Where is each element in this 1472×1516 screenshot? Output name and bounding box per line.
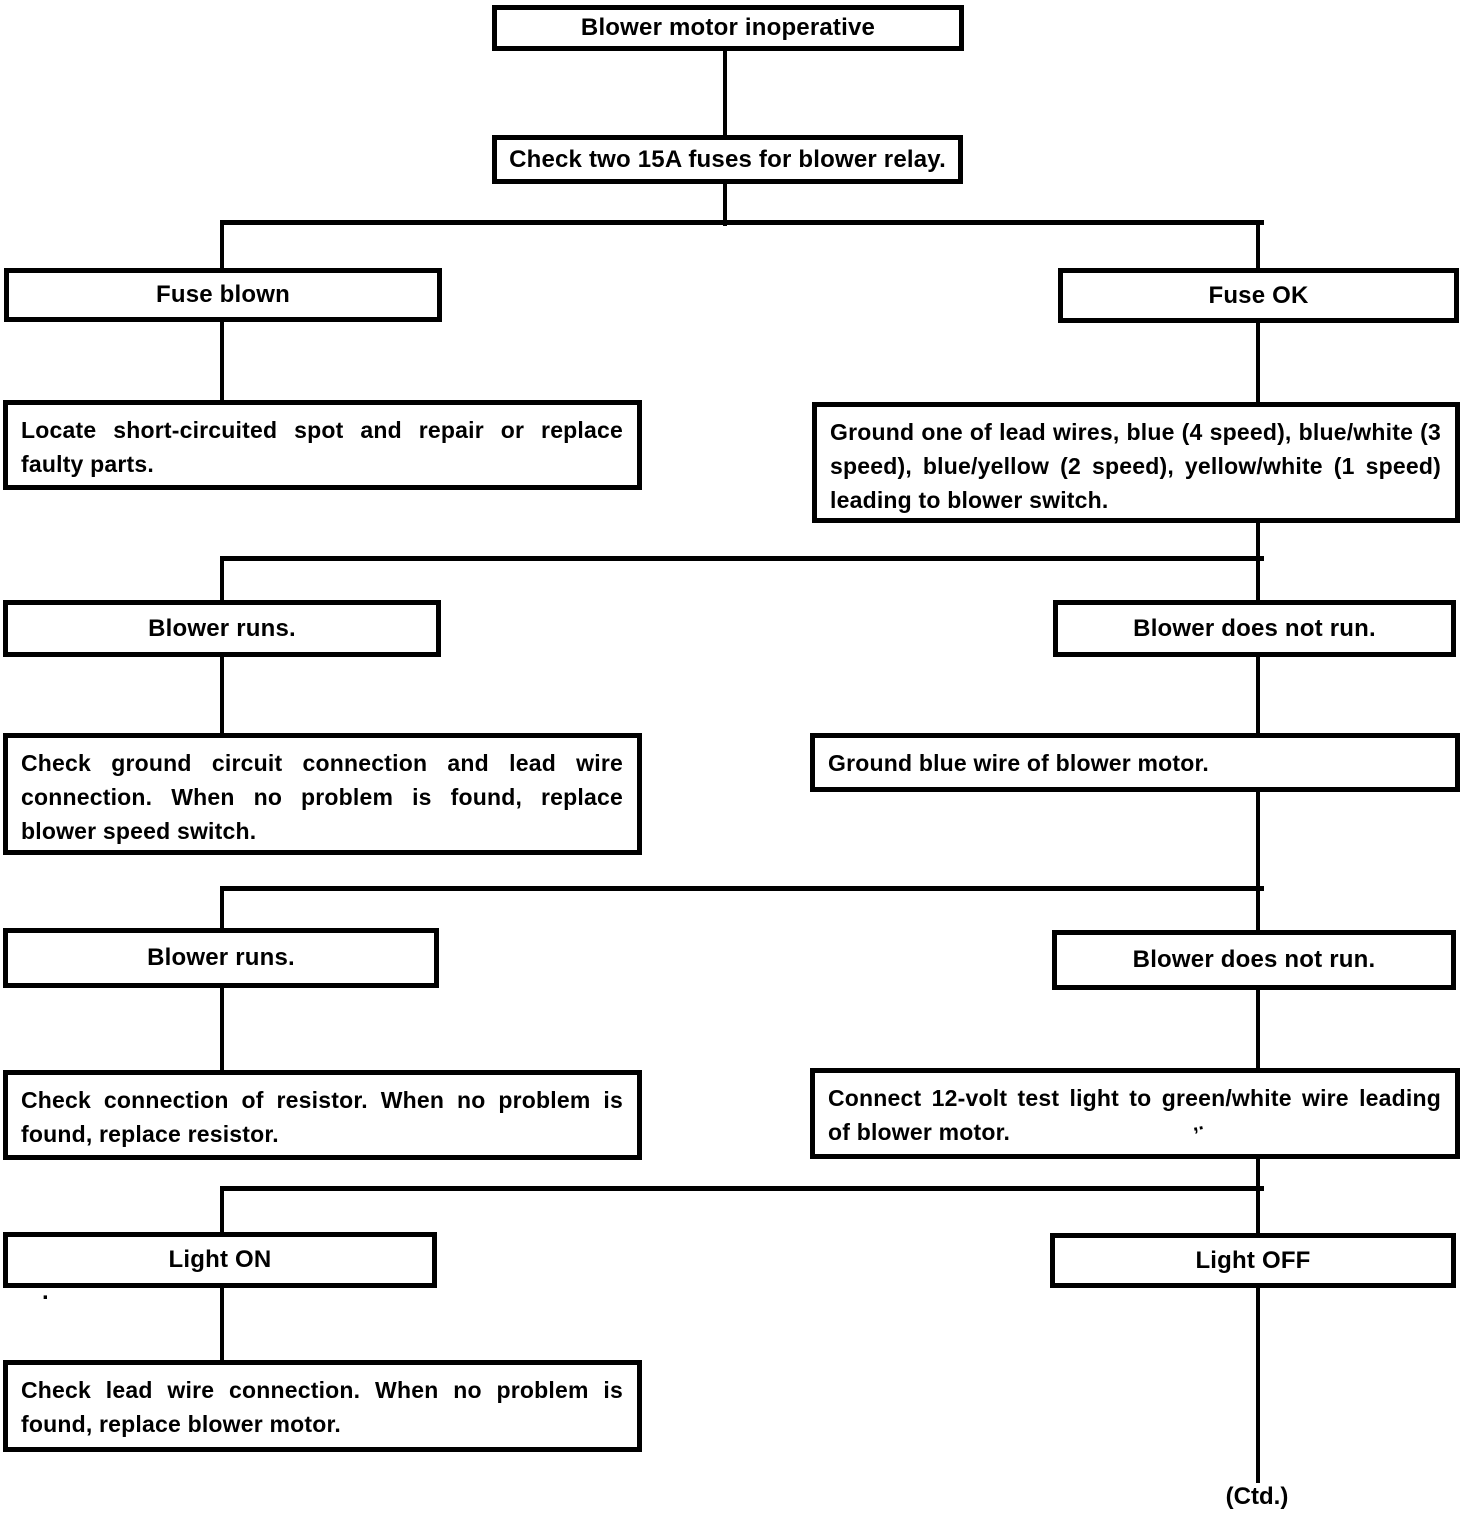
node-fuse-ok-label: Fuse OK: [1208, 281, 1309, 309]
connector-branch2-left: [220, 556, 224, 604]
connector-notrun1-to-groundblue: [1256, 653, 1260, 737]
connector-start-to-checkfuses: [723, 48, 727, 138]
node-ground-blue-wire-label: Ground blue wire of blower motor.: [828, 750, 1210, 776]
connector-blowerruns2-to-checkresistor: [220, 984, 224, 1074]
node-ground-lead-wires-label: Ground one of lead wires, blue (4 speed), blue/white (3 speed), blue/yellow (2 speed), yellow/white (1 speed) leading to blower switch.: [830, 419, 1441, 513]
connector-branch4-horizontal: [220, 1186, 1264, 1191]
node-light-off: [1050, 1233, 1456, 1288]
node-connect-test-light: [810, 1068, 1460, 1159]
node-ground-lead-wires: [812, 402, 1460, 523]
node-blower-runs-1: [3, 600, 441, 657]
connector-fuseblown-to-locateshort: [220, 318, 224, 404]
node-blower-does-not-run-2-label: Blower does not run.: [1132, 946, 1376, 973]
node-locate-short: [3, 400, 642, 490]
connector-branch2-horizontal: [220, 556, 1264, 561]
connector-lighton-to-checklead: [220, 1284, 224, 1364]
connector-branch1-left: [220, 220, 224, 272]
node-connect-test-light-label: Connect 12-volt test light to green/white wire leading of blower motor.: [828, 1085, 1441, 1145]
connector-branch3-left: [220, 886, 224, 932]
node-check-fuses: [492, 135, 963, 184]
node-check-ground-circuit: [3, 733, 642, 855]
node-light-off-label: Light OFF: [1195, 1246, 1311, 1274]
node-blower-runs-2-label: Blower runs.: [147, 944, 295, 971]
node-check-ground-circuit-label: Check ground circuit connection and lead wire connection. When no problem is found, replace blower speed switch.: [21, 750, 623, 844]
node-check-lead-wire: [3, 1360, 642, 1452]
connector-groundlead-down: [1256, 518, 1260, 604]
node-check-fuses-label: Check two 15A fuses for blower relay.: [509, 145, 946, 173]
connector-lightoff-to-continued: [1256, 1284, 1260, 1483]
connector-fuseok-to-groundlead: [1256, 318, 1260, 406]
node-blower-does-not-run-1-label: Blower does not run.: [1133, 614, 1376, 642]
node-fuse-ok: [1058, 268, 1459, 323]
connector-blowerruns1-to-checkground: [220, 653, 224, 737]
continued-label: (Ctd.): [1225, 1483, 1289, 1510]
connector-connectlight-down: [1256, 1154, 1260, 1237]
scan-artifact-mark: ,.: [1189, 1112, 1206, 1136]
connector-branch1-horizontal: [220, 220, 1264, 225]
connector-branch1-right: [1256, 220, 1260, 272]
node-start: [492, 5, 964, 51]
connector-branch4-left: [220, 1186, 224, 1236]
node-light-on-label: Light ON: [168, 1246, 272, 1273]
node-blower-runs-2: [3, 928, 439, 988]
node-check-resistor: [3, 1070, 642, 1160]
connector-groundblue-down: [1256, 788, 1260, 934]
node-light-on: [3, 1232, 437, 1288]
node-fuse-blown-label: Fuse blown: [156, 281, 290, 308]
node-locate-short-label: Locate short-circuited spot and repair or replace faulty parts.: [21, 417, 623, 477]
node-check-lead-wire-label: Check lead wire connection. When no problem is found, replace blower motor.: [21, 1377, 623, 1437]
node-fuse-blown: [4, 268, 442, 322]
node-check-resistor-label: Check connection of resistor. When no problem is found, replace resistor.: [21, 1087, 623, 1147]
scan-artifact-dot: .: [42, 1278, 49, 1305]
node-ground-blue-wire: [810, 733, 1460, 792]
connector-branch3-horizontal: [220, 886, 1264, 891]
node-start-label: Blower motor inoperative: [580, 14, 876, 41]
node-blower-does-not-run-2: [1052, 930, 1456, 990]
node-blower-runs-1-label: Blower runs.: [148, 614, 296, 642]
connector-notrun2-to-connectlight: [1256, 986, 1260, 1072]
node-blower-does-not-run-1: [1053, 600, 1456, 657]
